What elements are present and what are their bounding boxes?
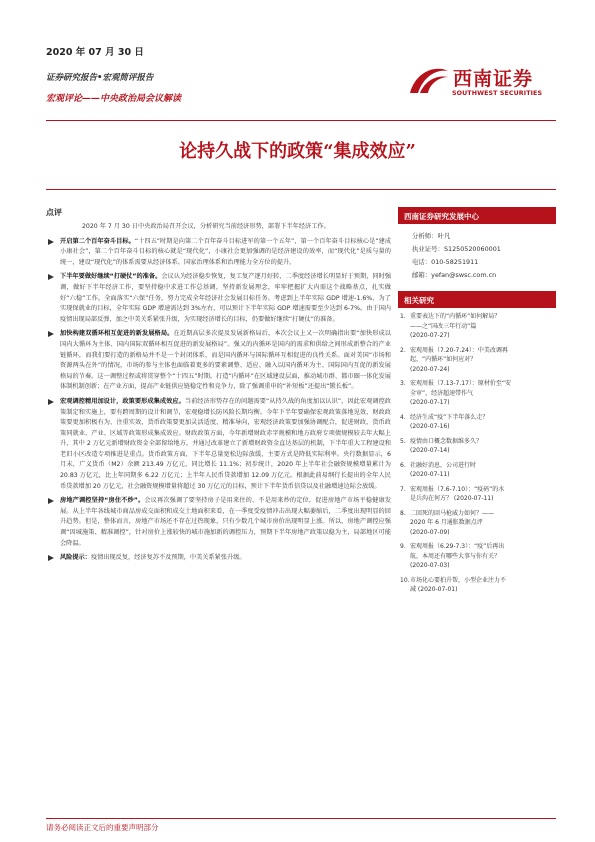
logo-name-en: SOUTHWEST SECURITIES: [452, 90, 543, 97]
logo-mark-icon: [406, 63, 450, 97]
point-paragraph: [46, 329, 391, 393]
related-item-date: (2020-07-11): [410, 471, 450, 478]
main-column: [46, 207, 391, 568]
cert-number: S1250520060001: [443, 245, 501, 253]
related-item-date: (2020-07-09): [410, 528, 450, 536]
bullet-icon: [48, 239, 54, 245]
related-item[interactable]: [400, 485, 556, 504]
point-text: “十四五”时期是向第二个百年奋斗目标进军的第一个五年”，第一个百年奋斗目标核心是“建成小康社会”，第二个百年奋斗目标的核心就是“现代化”，小康社会更加强调的是经济建设的效率，而“现代化”是质与量的统一，建设“现代化”的体系需要从经济体系、国家治理体系和治理能力全方位的提升。: [60, 237, 392, 266]
bullet-icon: [48, 274, 54, 280]
related-item[interactable]: [400, 413, 556, 432]
phone-row: 电话：010-58251911: [412, 258, 479, 266]
related-item-line: 宏观周报（7.20-7.24）：中美改调再: [410, 346, 508, 354]
bullet-icon: [48, 498, 54, 504]
title-rule-bottom: [46, 189, 556, 190]
section-label: 点评: [46, 208, 62, 217]
related-item-text: [410, 437, 556, 456]
point-heading: 下半年要做好继续“打硬仗”的准备。: [60, 273, 162, 281]
related-item-number: 3.: [400, 380, 406, 387]
related-item-line: 起，“内循环”如何应对？: [410, 356, 477, 363]
related-item-line: 二回死的回马枪威力如何？——: [410, 509, 495, 517]
related-title: 相关研究: [398, 291, 556, 308]
email-row: 邮箱：yefan@swsc.com.cn: [412, 271, 497, 279]
related-item-text: [410, 485, 556, 504]
related-item[interactable]: [400, 461, 556, 480]
related-item-text: [410, 509, 556, 538]
related-item-date: (2020-07-27): [410, 332, 450, 339]
bullet-icon: [48, 555, 54, 561]
report-type: 证券研究报告•宏观简评报告: [46, 73, 154, 83]
related-list: [398, 308, 556, 595]
related-item[interactable]: [400, 542, 556, 571]
report-subtitle: 宏观评论——中央政治局会议解读: [46, 94, 182, 104]
analyst-row: 分析师：叶凡: [412, 232, 451, 240]
risk-paragraph: [46, 553, 391, 564]
sidebar: [398, 207, 556, 600]
point-heading: 宏观调控精用加设计，政策要形成集成效应。: [60, 397, 185, 405]
related-item-date: (2020-07-03): [410, 562, 450, 569]
related-item-text: [410, 461, 556, 480]
point-heading: 开启第二个百年奋斗目标。: [60, 237, 135, 245]
related-item-date: (2020-07-16): [410, 423, 450, 430]
related-item-line: 航，本周还有哪些大事与你有关？: [410, 552, 501, 560]
related-item-number: 4.: [400, 413, 406, 421]
related-item-number: 5.: [400, 437, 406, 445]
report-date: 2020 年 07 月 30 日: [46, 47, 144, 58]
footer-rule: [46, 818, 556, 819]
point-heading: 房地产调控坚持“房住不炒”。: [60, 497, 145, 505]
related-item-number: 10.: [400, 576, 410, 584]
point-text: 会议认为经济稳步恢复，复工复产逐月好转，二季度经济增长明显好于预期，同时强调，做好下半年经济工作，要坚持稳中求进工作总基调，坚持新发展理念，牢牢把握扩大内需这个战略基点，扎实做好“六稳”工作，全面落实“六保”任务，努力完成全年经济社会发展目标任务。考虑到上半年实际 GDP 增速-1.6%，为了实现保就业的目标，全年实际 GDP 增速需达到 3%左右，可以预计下半年实际 GDP 增速需要至少达到 6-7%。由于国内疫情出现局部反弹，加之中美关系紧张升级，为实现经济增长的目标，仍要做好继续“打硬仗”的准备。: [60, 273, 392, 323]
phone-number: 010-58251911: [431, 258, 479, 266]
related-item-line: 减 (2020-07-01): [410, 586, 458, 593]
point-paragraph: [46, 272, 391, 325]
risk-label: 风险提示：: [60, 554, 91, 562]
point-paragraph: [46, 496, 391, 549]
related-item-number: 2.: [400, 346, 406, 354]
related-item-number: 7.: [400, 485, 406, 493]
related-item-line: 经济生成“疫”下半年落么走？: [410, 413, 489, 421]
point-text: 当前经济形势存在的问题需要“从持久战的角度加以认识”，因此宏观调控政策制定和实施上，要有跨周期的设计和调节，宏观稳增长防风险长期均衡。今年下半年要确保宏观政策落地见效，财政政策要更加积极有为、注重实效，货币政策要更加灵活适度、精准导向，宏观经济政策要加强协调配合，促进财政、货币政策同就业、产业、区域等政策形成集成效应。财政政策方面，今年新增财政赤字规模和地方政府专项债规模较去年大幅上升，其中 2 万亿元新增财政资金全部留给地方，并通过改革建立了新增财政资金直达基层的机制，下半年重大工程建设和老旧小区改造专项推进是重点。货币政策方面，下半年总量宽松边际放缓，主要方式是降低实际利率。央行数据显示，6 月末，广义货币（M2）余额 213.49 万亿元，同比增长 11.1%；初步统计，2020 年上半年社会融资规模增量累计为 20.83 万亿元，比上年同期多 6.22 万亿元；上半年人民币贷款增加 12.09 万亿元。根据此前易纲行长提出的全年人民币贷款增加 20 万亿元，社会融资规模增量将超过 30 万亿元的目标，预计下半年货币信贷以及社融增速边际会放缓。: [60, 397, 391, 490]
team-title: 西南证券研究发展中心: [398, 207, 556, 224]
related-item-line: 宏观周报（7.6-7.10）：“疫码”的水: [410, 485, 505, 493]
related-item[interactable]: [400, 509, 556, 538]
lead-paragraph: 2020 年 7 月 30 日中央政治局召开会议，分析研究当前经济形势，部署下半年经济工作。: [82, 223, 330, 230]
company-logo: [406, 60, 556, 108]
related-item-number: 6.: [400, 461, 406, 469]
related-item-text: [410, 576, 556, 595]
related-item-line: 2020 年 6 月通胀数据点评: [410, 519, 483, 526]
bullet-icon: [48, 331, 54, 337]
related-item-line: 疫情由口概念数据维多久？: [410, 437, 483, 445]
related-item-text: [410, 312, 556, 341]
related-item-number: 8.: [400, 509, 406, 517]
report-title: 论持久战下的政策“集成效应”: [179, 141, 416, 162]
related-item[interactable]: [400, 312, 556, 341]
cert-row: 执业证号：S1250520060001: [412, 245, 501, 253]
title-rule-top: [46, 120, 556, 121]
point-paragraph: [46, 397, 391, 492]
analyst-box: [398, 224, 556, 282]
related-item-line: 市场化心要拍升帮，小型企业注力不: [410, 576, 507, 584]
footer-disclaimer: 请务必阅读正文后的重要声明部分: [46, 823, 159, 832]
related-item-number: 9.: [400, 543, 406, 550]
point-paragraph: [46, 237, 391, 269]
related-item[interactable]: [400, 379, 556, 408]
point-text: 在近期高层多次提及发展新格局后，本次会议上又一次明确指出要“加快形成以国内大循环为主体、国内国际双循环相互促进的新发展格局”。强又的内循环是国内的需求和供给之间形成新整合的产业链循环，而我们要打造的新格局并不是一个封闭体系，而是国内循环与国际循环互相促进的良性关系。面对美国“市场和资源两头在外”的情况，市场的参与主体也面临着更多的要素调整、适应、融入以国内循环为主、国际国内互促的新发展格局的节奏。这一调整过程或将贯穿整个“十四五”时期。打造“内循环”在区域建设层面，推动城市群、都市圈一体化发展体制机制创新；在产业方面，提高产业链供应链稳定性和竞争力，除了强调重申的“补短板”还提出“锻长板”。: [60, 330, 391, 391]
related-item-line: ——之“国改三年行动”篇: [410, 322, 477, 330]
point-heading: 加快构建双循环相互促进的新发展格局。: [60, 330, 174, 338]
related-item[interactable]: [400, 437, 556, 456]
related-item-text: [410, 346, 556, 375]
related-item-line: 全审”，经济超速带作气: [410, 389, 474, 397]
bullet-icon: [48, 399, 54, 405]
related-item-date: (2020-07-14): [410, 447, 450, 454]
related-item-date: (2020-07-24): [410, 365, 450, 373]
related-item[interactable]: [400, 576, 556, 595]
related-item-text: [410, 542, 556, 571]
related-item-date: (2020-07-17): [410, 399, 450, 406]
related-item-text: [410, 379, 556, 408]
related-item-line: 宏观周报（6.29-7.3）：“疫”后再出: [410, 543, 505, 550]
related-item-line: 宏观周报（7.13-7.17）：原材价至“安: [410, 380, 511, 387]
point-text: 会议再次强调了要坚持房子是用来住的、不是用来炒的定位，促进房地产市场平稳健康发展。从上半年各线城市商品房成交面积和成交土地面积来看，在一季度受疫情冲击出现大幅萎缩后，二季度出现明显的回升趋势。但是，整体而言，房地产市场还不存在过热现象，只有少数几个城市房价出现明显上涨。所以，房地产调控应强调“因城施策、精准调控”，针对房价上涨较快的城市施加新的调控压力，预期下半年房地产政策以稳为主，局部地区可能会降温。: [60, 497, 392, 547]
related-item-line: 社融好消息，公司进行时: [410, 461, 477, 469]
risk-text: 疫情出现反复，经济复苏不及预期，中美关系紧张升级。: [90, 554, 246, 562]
email-address[interactable]: yefan@swsc.com.cn: [431, 271, 497, 279]
analyst-name: 叶凡: [437, 232, 451, 240]
related-item-text: [410, 413, 556, 432]
related-item[interactable]: [400, 346, 556, 375]
related-item-line: 重要表达下的“内循环”如何解局？: [410, 313, 501, 320]
related-item-line: 是兵沟在何方？ (2020-07-11): [410, 495, 494, 502]
related-item-number: 1.: [400, 313, 406, 320]
logo-name-cn: 西南证券: [453, 68, 534, 90]
